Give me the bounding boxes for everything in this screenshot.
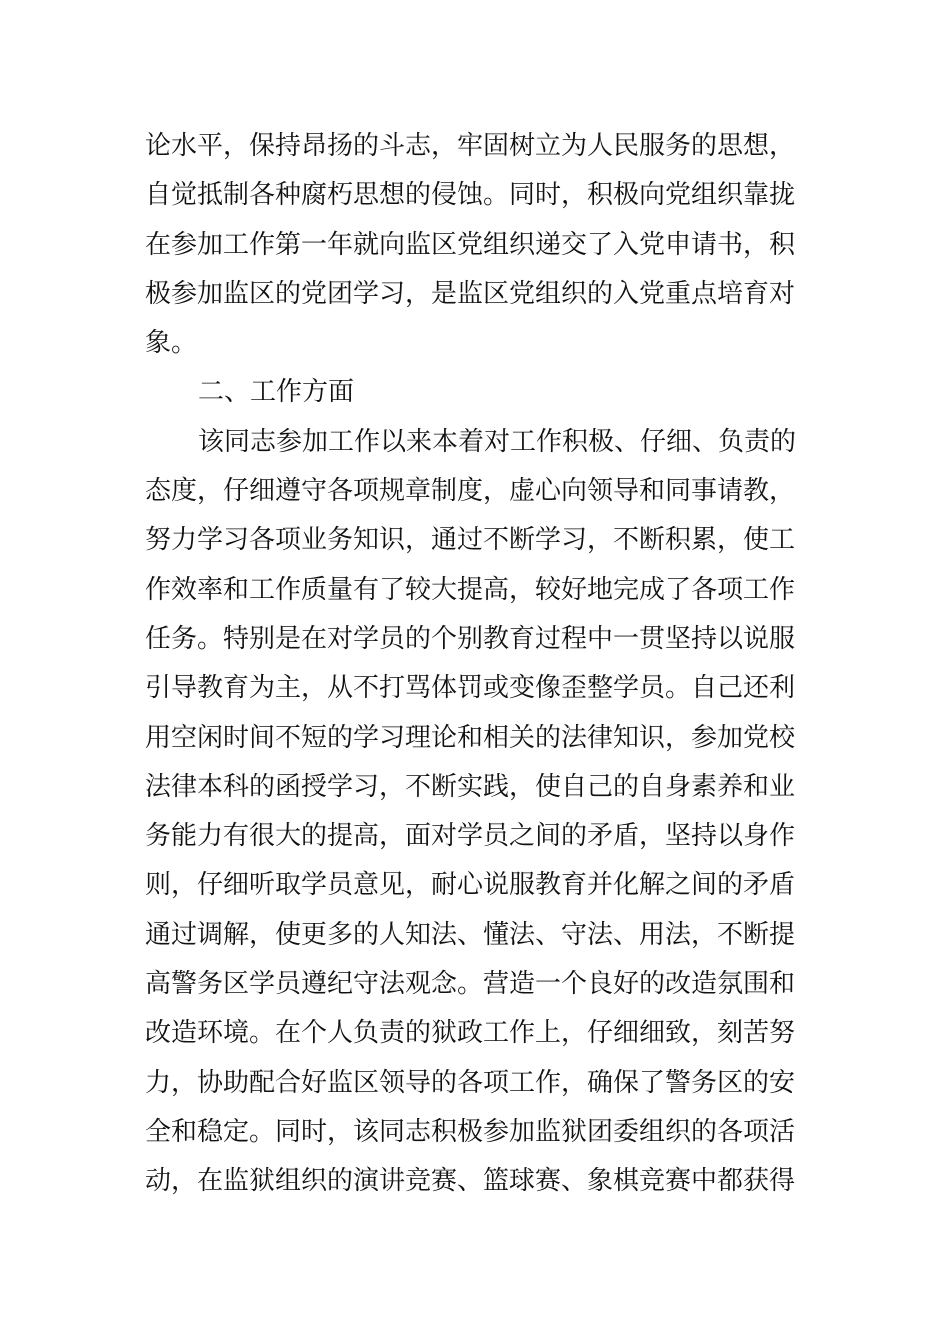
text-line: 用空闲时间不短的学习理论和相关的法律知识，参加党校 [145, 722, 796, 753]
text-line: 通过调解，使更多的人知法、懂法、守法、用法，不断提 [145, 919, 796, 950]
text-line: 力，协助配合好监区领导的各项工作，确保了警务区的安 [145, 1067, 796, 1098]
text-line: 该同志参加工作以来本着对工作积极、仔细、负责的 [198, 426, 797, 457]
text-line: 象。 [145, 328, 198, 359]
text-line: 改造环境。在个人负责的狱政工作上，仔细细致，刻苦努 [145, 1018, 796, 1049]
text-line: 法律本科的函授学习，不断实践，使自己的自身素养和业 [145, 771, 796, 802]
text-line: 引导教育为主，从不打骂体罚或变像歪整学员。自己还利 [145, 673, 796, 704]
text-line: 作效率和工作质量有了较大提高，较好地完成了各项工作 [145, 574, 796, 605]
text-line: 极参加监区的党团学习，是监区党组织的入党重点培育对 [145, 278, 796, 309]
text-line: 努力学习各项业务知识，通过不断学习，不断积累，使工 [145, 525, 796, 556]
text-line: 全和稳定。同时，该同志积极参加监狱团委组织的各项活 [145, 1116, 796, 1147]
text-line: 动，在监狱组织的演讲竞赛、篮球赛、象棋竞赛中都获得 [145, 1166, 796, 1197]
text-line: 论水平，保持昂扬的斗志，牢固树立为人民服务的思想， [145, 131, 796, 161]
text-line: 高警务区学员遵纪守法观念。营造一个良好的改造氛围和 [145, 969, 796, 1000]
body-text [145, 122, 815, 1207]
text-line: 自觉抵制各种腐朽思想的侵蚀。同时，积极向党组织靠拢 [145, 180, 796, 211]
text-line: 任务。特别是在对学员的个别教育过程中一贯坚持以说服 [145, 623, 796, 654]
text-line: 在参加工作第一年就向监区党组织递交了入党申请书，积 [145, 229, 796, 260]
section-heading: 二、工作方面 [198, 377, 355, 408]
text-line: 务能力有很大的提高，面对学员之间的矛盾，坚持以身作 [145, 821, 796, 852]
text-line: 态度，仔细遵守各项规章制度，虚心向领导和同事请教， [145, 476, 796, 507]
text-line: 则，仔细听取学员意见，耐心说服教育并化解之间的矛盾 [145, 870, 796, 901]
